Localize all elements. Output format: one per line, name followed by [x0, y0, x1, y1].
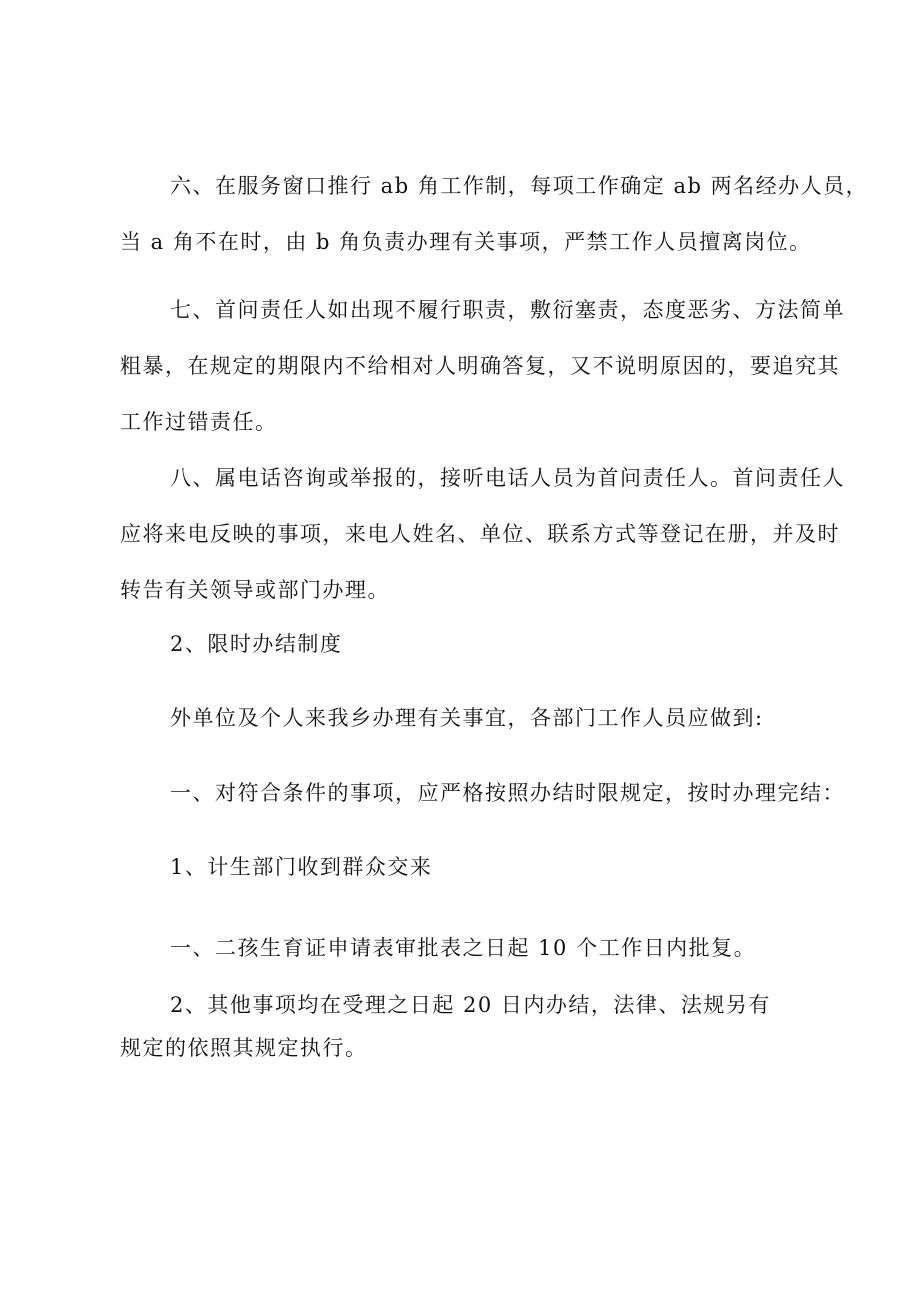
paragraph-line: 七、首问责任人如出现不履行职责，敷衍塞责，态度恶劣、方法简单 — [170, 298, 845, 322]
section-heading: 2、限时办结制度 — [170, 632, 343, 656]
paragraph-line: 八、属电话咨询或举报的，接听电话人员为首问责任人。首问责任人 — [170, 466, 845, 490]
paragraph-item-1: 1、计生部门收到群众交来 — [170, 855, 433, 879]
paragraph-intro: 外单位及个人来我乡办理有关事宜，各部门工作人员应做到: — [170, 706, 764, 730]
paragraph-line: 应将来电反映的事项，来电人姓名、单位、联系方式等登记在册，并及时 — [120, 522, 840, 546]
paragraph-line: 当 a 角不在时，由 b 角负责办理有关事项，严禁工作人员擅离岗位。 — [120, 230, 812, 254]
paragraph-line: 工作过错责任。 — [120, 410, 278, 434]
paragraph-six — [120, 158, 869, 270]
paragraph-line: 转告有关领导或部门办理。 — [120, 578, 390, 602]
paragraph-one: 一、对符合条件的事项，应严格按照办结时限规定，按时办理完结： — [170, 781, 845, 805]
paragraph-eight — [120, 450, 845, 618]
paragraph-seven — [120, 282, 845, 450]
paragraph-line: 规定的依照其规定执行。 — [120, 1036, 368, 1060]
paragraph-item-1-cont: 一、二孩生育证申请表审批表之日起 10 个工作日内批复。 — [170, 936, 757, 960]
paragraph-line: 2、其他事项均在受理之日起 20 日内办结，法律、法规另有 — [170, 993, 771, 1017]
paragraph-line: 粗暴，在规定的期限内不给相对人明确答复，又不说明原因的，要追究其 — [120, 354, 840, 378]
paragraph-item-2 — [120, 984, 820, 1070]
paragraph-line: 六、在服务窗口推行 ab 角工作制，每项工作确定 ab 两名经办人员， — [170, 174, 869, 198]
